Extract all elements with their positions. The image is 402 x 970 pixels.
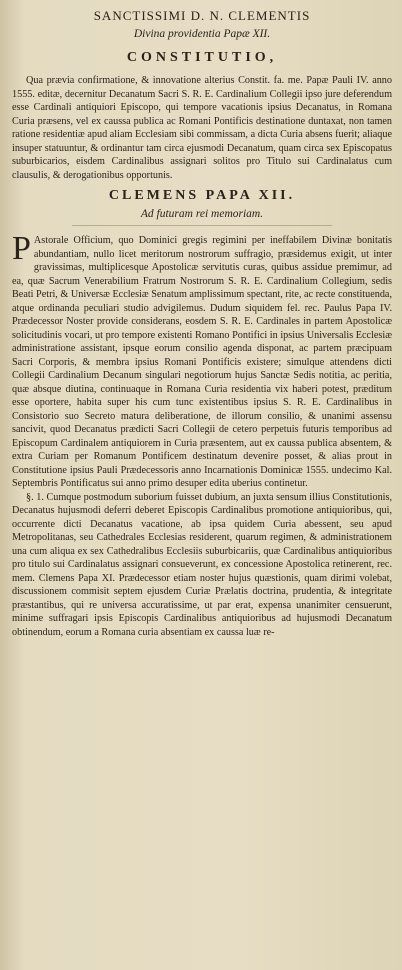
body-paragraph-2: §. 1. Cumque postmodum suborium fuisset dubium, an juxta sensum illius Constitutionis, Decanatus hujusmodi deferri deberet Episcopis Cardinalibus promotione antiquioribus, qui, occurrente dicti Decanatus vacatione, ab ipsa quidem Curia abessent, seu apud Metropolitanas, seu Cathedrales Ecclesias residerent, quarum regimen, & administrationem una cum aliqua ex sex Cathedralibus Ecclesiis suburbicariis, quæ Cardinalibus antiquioribus pro titulo sui Cardinalatus assignari consueverunt, ex concessione Apostolica retinerent, rec. mem. Clemens Papa XI. Prædecessor etiam noster hujus quæstionis, quam dirimi volebat, discussionem commisit septem ejusdem Curiæ Prælatis doctrina, prudentia, & integritate præstantibus, qui re universa accuratissime, ut par erat, expensa unanimiter censuerunt, minime suffragari ipsis Episcopis Cardinalibus antiquioribus ad hujusmodi Decanatum obtinendum, eorum a Romana curia absentiam ex caussa luæ re- — [12, 491, 392, 638]
pope-heading: CLEMENS PAPA XII. — [108, 188, 296, 203]
memoriam-heading: Ad futuram rei memoriam. — [140, 208, 264, 220]
body-text — [12, 230, 392, 639]
summary-paragraph: Qua prævia confirmatione, & innovatione alterius Constit. fa. me. Papæ Pauli IV. anno 1555. editæ, decernitur Decanatum Sacri S. R. E. Cardinalium Collegii ipso jure deferendum esse Cardinali antiquiori Episcopo, qui tempore vacationis ipsius Decanatus, in Romana Curia præsens, vel ex caussa publica ac Romani Pontificis destinatione duntaxat, non tamen ratione residentiæ apud aliam Ecclesiam sibi commissam, a dicta Curia absens fuerit; aliaque insuper statuuntur, & ordinantur tam circa ejusmodi Decanatum, quam circa sex Episcopatus suburbicarios, eisdem Cardinalibus assignari solitos pro Titulo sui Cardinalatus cum clausulis, & derogationibus opportunis. — [12, 75, 392, 181]
divider — [72, 225, 332, 226]
constitutio-heading: CONSTITUTIO, — [126, 50, 278, 65]
document-header — [12, 8, 392, 66]
pope-header — [12, 188, 392, 220]
document-subtitle: Divina providentia Papæ XII. — [133, 28, 271, 40]
drop-cap: P — [12, 230, 31, 267]
body-paragraph-1: Astorale Officium, quo Dominici gregis regimini per ineffabilem Divinæ bonitatis abundantiam, nullo licet meritorum nostrorum suffragio, præsidemus exigit, ut inter gravissimas, multiplicesque Apostolicæ servitutis curas, quibus assidue premimur, ad ea, quæ Sacrum Venerabilium Fratrum Nostrorum S. R. E. Cardinalium Collegium, sedis Beati Petri, & Universæ Ecclesiæ Senatum amplissimum spectant, rite, ac recte constituenda, atque ordinanda peculiari studio advigilemus. Dudum siquidem fel. rec. Paulus Papa IV. Prædecessor Noster provide considerans, eosdem S. R. E. Cardinales in partem Apostolicæ solicitudinis vocari, ut pro tempore existenti Romano Pontifici in ipsius Universalis Ecclesiæ administratione assistant, ipsque eorum consilio agenda disponat, ac partem præcipuam Sacri Corporis, & membra ipsius Romani Pontificis existere; simulque attendens dicti Collegii Cardinalium Decanum singulari negotiorum hujus Sanctæ Sedis notitia, ac peritia, quæ absque diutina, continuaque in Romana Curia residentia vix haberi potest, præditum esse oportere, habita super his cum tunc existentibus ipsius S. R. E. Cardinalibus in Consistorio suo Secreto matura deliberatione, de illorum consilio, & unanimi assensu sancivit, quod Decanatus prædicti Sacri Collegii de cetero perpetuis futuris temporibus ad Episcopum Cardinalem antiquiorem in Curia præsentem, aut ex caussa publica absentem, & extra Curiam per Romanum Pontificem destinatum devenire posset, & alias prout in Constitutione ipsius Pauli Prædecessoris anno Incarnationis Dominicæ 1555. undecimo Kal. Septembris Pontificatus sui anno primo desuper edita uberius continetur. — [12, 235, 392, 489]
document-title: SANCTISSIMI D. N. CLEMENTIS — [93, 8, 311, 23]
